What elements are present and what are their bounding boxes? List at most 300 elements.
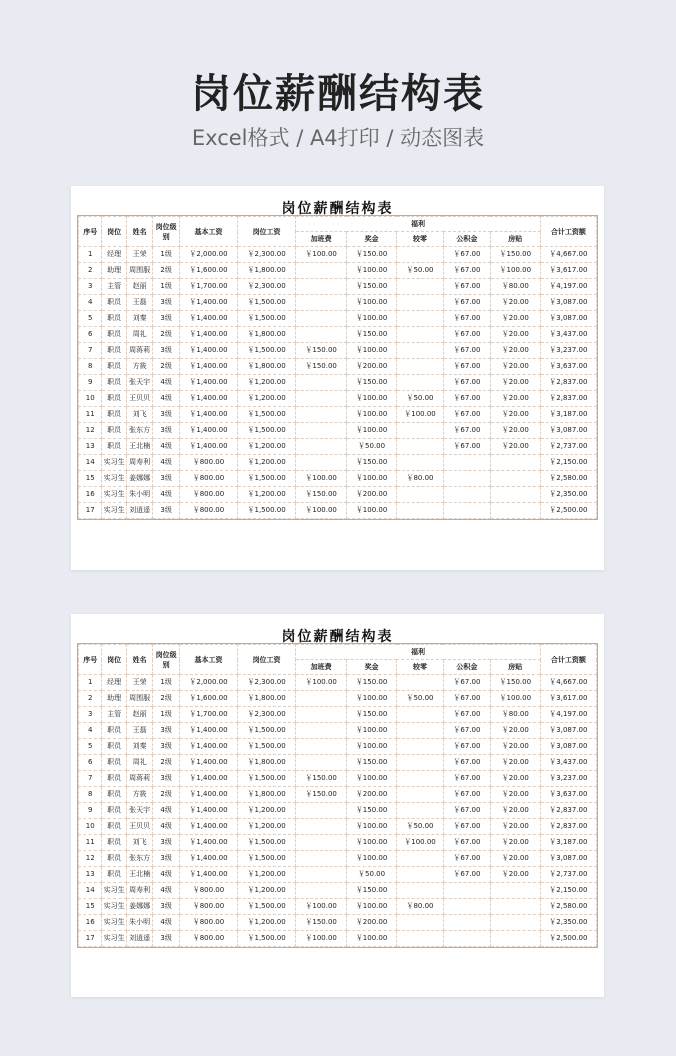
table-cell: 王荣 xyxy=(126,675,153,691)
table-cell: ￥100.00 xyxy=(347,819,397,835)
table-cell: ￥1,400.00 xyxy=(179,803,237,819)
table-cell xyxy=(490,915,540,931)
table-cell: ￥150.00 xyxy=(347,455,397,471)
table-cell xyxy=(397,915,444,931)
table-cell: ￥67.00 xyxy=(443,723,490,739)
table-cell: 1级 xyxy=(153,675,180,691)
table-cell: 3级 xyxy=(153,423,180,439)
table-cell: 2 xyxy=(79,691,102,707)
table-row xyxy=(79,391,597,407)
table-cell: ￥2,737.00 xyxy=(540,439,596,455)
table-cell: 王贝贝 xyxy=(126,391,153,407)
table-cell: 刘秦 xyxy=(126,311,153,327)
table-cell: ￥1,500.00 xyxy=(238,295,296,311)
table-cell: 3级 xyxy=(153,931,180,947)
table-cell: 2级 xyxy=(153,327,180,343)
table-cell: 14 xyxy=(79,455,102,471)
table-cell: 周围服 xyxy=(126,691,153,707)
table-cell xyxy=(443,487,490,503)
table-cell: ￥20.00 xyxy=(490,723,540,739)
table-cell xyxy=(296,391,347,407)
table-cell: 7 xyxy=(79,343,102,359)
table-cell: 姜娜娜 xyxy=(126,899,153,915)
table-cell: 刘逍遥 xyxy=(126,931,153,947)
table-cell: ￥150.00 xyxy=(347,803,397,819)
table-cell: 4 xyxy=(79,723,102,739)
table-row xyxy=(79,915,597,931)
table-cell: ￥2,837.00 xyxy=(540,803,596,819)
table-cell: 2 xyxy=(79,263,102,279)
table-cell: ￥1,400.00 xyxy=(179,327,237,343)
table-cell: ￥20.00 xyxy=(490,311,540,327)
table-cell: ￥100.00 xyxy=(347,691,397,707)
table-cell: ￥50.00 xyxy=(347,867,397,883)
header-allowance: 较零 xyxy=(397,660,444,675)
table-cell: ￥100.00 xyxy=(347,471,397,487)
table-cell: ￥150.00 xyxy=(296,787,347,803)
table-cell: 周寿利 xyxy=(126,883,153,899)
table-cell: ￥1,800.00 xyxy=(238,327,296,343)
table-cell: ￥2,000.00 xyxy=(179,247,237,263)
table-cell: ￥1,500.00 xyxy=(238,407,296,423)
table-cell: ￥20.00 xyxy=(490,407,540,423)
table-cell: ￥67.00 xyxy=(443,407,490,423)
table-cell: ￥1,600.00 xyxy=(179,263,237,279)
table-cell: 10 xyxy=(79,391,102,407)
table-cell: ￥4,667.00 xyxy=(540,247,596,263)
table-cell: 17 xyxy=(79,931,102,947)
table-cell: 实习生 xyxy=(102,915,126,931)
table-cell: ￥150.00 xyxy=(347,279,397,295)
table-cell: ￥1,700.00 xyxy=(179,279,237,295)
table-cell: 3级 xyxy=(153,835,180,851)
table-cell: ￥4,667.00 xyxy=(540,675,596,691)
table-cell: 主管 xyxy=(102,279,126,295)
table-cell: 职员 xyxy=(102,787,126,803)
table-cell: 4级 xyxy=(153,375,180,391)
table-cell: 方筱 xyxy=(126,359,153,375)
table-row xyxy=(79,247,597,263)
table-cell xyxy=(397,755,444,771)
table-cell: 刘飞 xyxy=(126,407,153,423)
table-cell: ￥80.00 xyxy=(397,471,444,487)
table-cell: ￥1,800.00 xyxy=(238,691,296,707)
table-cell: ￥50.00 xyxy=(397,263,444,279)
table-cell: 职员 xyxy=(102,835,126,851)
table-cell: ￥1,200.00 xyxy=(238,375,296,391)
table-row xyxy=(79,455,597,471)
table-cell: ￥3,087.00 xyxy=(540,423,596,439)
table-row xyxy=(79,423,597,439)
table-cell: ￥1,800.00 xyxy=(238,787,296,803)
table-cell xyxy=(443,455,490,471)
table-cell: ￥100.00 xyxy=(296,899,347,915)
table-row xyxy=(79,327,597,343)
table-cell xyxy=(397,279,444,295)
table-row xyxy=(79,263,597,279)
table-cell: ￥1,800.00 xyxy=(238,359,296,375)
table-cell: 姜娜娜 xyxy=(126,471,153,487)
table-cell: 方筱 xyxy=(126,787,153,803)
table-cell: ￥2,000.00 xyxy=(179,675,237,691)
table-cell: ￥20.00 xyxy=(490,359,540,375)
table-cell: ￥100.00 xyxy=(490,691,540,707)
table-cell: ￥1,200.00 xyxy=(238,487,296,503)
table-cell: ￥2,300.00 xyxy=(238,247,296,263)
table-cell: 5 xyxy=(79,739,102,755)
table-cell: ￥150.00 xyxy=(490,247,540,263)
header-bonus: 奖金 xyxy=(347,232,397,247)
table-cell xyxy=(296,407,347,423)
table-cell xyxy=(490,931,540,947)
table-cell: 4 xyxy=(79,295,102,311)
table-cell: 职员 xyxy=(102,851,126,867)
table-row xyxy=(79,311,597,327)
table-cell: ￥67.00 xyxy=(443,707,490,723)
table-cell xyxy=(397,503,444,519)
table-cell xyxy=(296,867,347,883)
table-cell: 3级 xyxy=(153,295,180,311)
table-cell: ￥1,400.00 xyxy=(179,835,237,851)
table-cell: ￥100.00 xyxy=(296,471,347,487)
table-cell: ￥3,087.00 xyxy=(540,851,596,867)
table-cell: ￥67.00 xyxy=(443,675,490,691)
table-cell: ￥150.00 xyxy=(296,915,347,931)
table-cell: ￥150.00 xyxy=(347,247,397,263)
table-cell xyxy=(397,883,444,899)
table-cell: ￥80.00 xyxy=(490,707,540,723)
table-cell: ￥100.00 xyxy=(490,263,540,279)
table-cell: ￥50.00 xyxy=(397,691,444,707)
table-cell: ￥3,437.00 xyxy=(540,327,596,343)
header-welfare: 福利 xyxy=(296,217,541,232)
table-cell: ￥1,400.00 xyxy=(179,407,237,423)
table-cell: 14 xyxy=(79,883,102,899)
table-cell: 11 xyxy=(79,835,102,851)
table-cell: ￥3,187.00 xyxy=(540,407,596,423)
table-cell: ￥100.00 xyxy=(296,675,347,691)
table-cell: 职员 xyxy=(102,867,126,883)
table-cell: 赵丽 xyxy=(126,707,153,723)
table-cell: ￥100.00 xyxy=(296,931,347,947)
table-cell: ￥2,350.00 xyxy=(540,915,596,931)
header-seq: 序号 xyxy=(79,217,102,247)
table-cell: 3级 xyxy=(153,311,180,327)
table-row xyxy=(79,803,597,819)
table-cell: ￥3,087.00 xyxy=(540,739,596,755)
table-cell xyxy=(443,471,490,487)
header-name: 姓名 xyxy=(126,645,153,675)
header-overtime: 加班费 xyxy=(296,660,347,675)
table-cell: ￥200.00 xyxy=(347,787,397,803)
table-cell xyxy=(296,755,347,771)
table-cell xyxy=(490,455,540,471)
table-cell: 3级 xyxy=(153,723,180,739)
table-cell: 实习生 xyxy=(102,471,126,487)
table-cell xyxy=(296,439,347,455)
table-cell: 9 xyxy=(79,375,102,391)
table-cell: 张东方 xyxy=(126,423,153,439)
table-cell: ￥200.00 xyxy=(347,915,397,931)
table-cell: 5 xyxy=(79,311,102,327)
table-cell xyxy=(443,899,490,915)
table-cell xyxy=(490,899,540,915)
table-cell: ￥1,800.00 xyxy=(238,263,296,279)
table-cell: 16 xyxy=(79,915,102,931)
table-cell: ￥67.00 xyxy=(443,343,490,359)
table-cell: ￥67.00 xyxy=(443,691,490,707)
table-cell: ￥3,087.00 xyxy=(540,295,596,311)
table-cell: 实习生 xyxy=(102,455,126,471)
table-cell: ￥200.00 xyxy=(347,487,397,503)
table-cell xyxy=(296,739,347,755)
table-cell: 2级 xyxy=(153,263,180,279)
table-cell: 1 xyxy=(79,247,102,263)
table-cell: ￥3,187.00 xyxy=(540,835,596,851)
table-cell xyxy=(443,503,490,519)
table-cell: ￥3,637.00 xyxy=(540,787,596,803)
table-cell xyxy=(397,295,444,311)
table-cell: ￥67.00 xyxy=(443,787,490,803)
table-cell: ￥1,700.00 xyxy=(179,707,237,723)
table-cell: 张东方 xyxy=(126,851,153,867)
table-cell xyxy=(296,327,347,343)
table-cell: 10 xyxy=(79,819,102,835)
header-base-pay: 基本工资 xyxy=(179,645,237,675)
table-cell xyxy=(490,503,540,519)
table-cell: ￥2,837.00 xyxy=(540,391,596,407)
table-cell: 2级 xyxy=(153,691,180,707)
table-cell xyxy=(397,707,444,723)
table-cell: 王磊 xyxy=(126,723,153,739)
table-cell: 4级 xyxy=(153,883,180,899)
table-cell: ￥20.00 xyxy=(490,327,540,343)
table-cell: ￥100.00 xyxy=(347,851,397,867)
table-cell xyxy=(443,931,490,947)
table-cell: ￥150.00 xyxy=(347,755,397,771)
table-cell: ￥2,150.00 xyxy=(540,455,596,471)
table-cell: ￥100.00 xyxy=(347,835,397,851)
table-cell xyxy=(397,675,444,691)
header-overtime: 加班费 xyxy=(296,232,347,247)
table-cell: 刘飞 xyxy=(126,835,153,851)
table-cell: 职员 xyxy=(102,439,126,455)
table-cell: 王北楠 xyxy=(126,867,153,883)
table-cell: ￥1,400.00 xyxy=(179,359,237,375)
table-cell: ￥3,237.00 xyxy=(540,771,596,787)
table-cell: ￥1,500.00 xyxy=(238,723,296,739)
header-welfare: 福利 xyxy=(296,645,541,660)
table-cell xyxy=(397,723,444,739)
table-row xyxy=(79,359,597,375)
table-row xyxy=(79,471,597,487)
table-cell: ￥20.00 xyxy=(490,835,540,851)
table-cell: ￥800.00 xyxy=(179,487,237,503)
table-cell: ￥1,500.00 xyxy=(238,851,296,867)
table-cell: 3级 xyxy=(153,899,180,915)
table-cell: 赵丽 xyxy=(126,279,153,295)
table-cell: 职员 xyxy=(102,359,126,375)
table-cell: 4级 xyxy=(153,819,180,835)
table-cell: ￥1,200.00 xyxy=(238,455,296,471)
table-cell: ￥100.00 xyxy=(296,503,347,519)
table-cell: ￥2,500.00 xyxy=(540,503,596,519)
table-cell: ￥50.00 xyxy=(347,439,397,455)
page-subtitle: Excel格式 / A4打印 / 动态图表 xyxy=(191,126,485,150)
table-cell: ￥100.00 xyxy=(397,407,444,423)
table-cell xyxy=(296,723,347,739)
table-cell xyxy=(296,883,347,899)
table-cell xyxy=(296,279,347,295)
table-row xyxy=(79,295,597,311)
table-cell: 1级 xyxy=(153,247,180,263)
table-cell: 4级 xyxy=(153,439,180,455)
table-cell: ￥67.00 xyxy=(443,739,490,755)
table-cell: 王北楠 xyxy=(126,439,153,455)
table-cell: ￥67.00 xyxy=(443,423,490,439)
table-cell: 3级 xyxy=(153,771,180,787)
table-cell xyxy=(443,915,490,931)
table-cell: ￥20.00 xyxy=(490,851,540,867)
table-cell: ￥150.00 xyxy=(296,359,347,375)
table-cell xyxy=(296,455,347,471)
table-cell: ￥3,087.00 xyxy=(540,723,596,739)
table-cell: ￥20.00 xyxy=(490,295,540,311)
table-cell: ￥67.00 xyxy=(443,247,490,263)
table-cell: ￥20.00 xyxy=(490,771,540,787)
salary-table xyxy=(78,216,597,519)
table-cell: ￥100.00 xyxy=(347,739,397,755)
table-cell: ￥100.00 xyxy=(347,423,397,439)
table-cell: ￥3,617.00 xyxy=(540,263,596,279)
table-cell: 3 xyxy=(79,707,102,723)
table-cell: ￥20.00 xyxy=(490,755,540,771)
header-allowance: 较零 xyxy=(397,232,444,247)
table-cell xyxy=(296,375,347,391)
table-cell: ￥67.00 xyxy=(443,867,490,883)
table-cell: 职员 xyxy=(102,819,126,835)
table-cell: ￥1,200.00 xyxy=(238,867,296,883)
table-cell: 张天宇 xyxy=(126,803,153,819)
table-cell: ￥150.00 xyxy=(296,771,347,787)
table-row xyxy=(79,931,597,947)
header-post: 岗位 xyxy=(102,217,126,247)
table-cell: ￥100.00 xyxy=(347,723,397,739)
table-cell: ￥67.00 xyxy=(443,295,490,311)
table-cell: 4级 xyxy=(153,915,180,931)
table-cell: 张天宇 xyxy=(126,375,153,391)
table-cell: ￥1,400.00 xyxy=(179,739,237,755)
table-cell: 6 xyxy=(79,327,102,343)
table-cell: 职员 xyxy=(102,295,126,311)
table-cell: 刘逍遥 xyxy=(126,503,153,519)
table-cell: 经理 xyxy=(102,675,126,691)
table-cell xyxy=(443,883,490,899)
header-bonus: 奖金 xyxy=(347,660,397,675)
table-cell: ￥100.00 xyxy=(347,343,397,359)
table-cell: 3级 xyxy=(153,343,180,359)
table-cell: ￥1,500.00 xyxy=(238,931,296,947)
table-cell: 3级 xyxy=(153,503,180,519)
table-cell: ￥100.00 xyxy=(347,311,397,327)
table-cell xyxy=(397,867,444,883)
header-fund: 公积金 xyxy=(443,232,490,247)
table-cell: ￥20.00 xyxy=(490,867,540,883)
header-level: 岗位级别 xyxy=(153,217,180,247)
table-cell: ￥80.00 xyxy=(397,899,444,915)
table-row xyxy=(79,691,597,707)
table-cell: ￥100.00 xyxy=(397,835,444,851)
table-cell: ￥2,580.00 xyxy=(540,471,596,487)
table-cell: ￥1,200.00 xyxy=(238,391,296,407)
table-cell: 3级 xyxy=(153,739,180,755)
table-cell: ￥2,500.00 xyxy=(540,931,596,947)
table-cell xyxy=(397,771,444,787)
table-cell: ￥20.00 xyxy=(490,375,540,391)
table-cell: ￥800.00 xyxy=(179,931,237,947)
table-cell: 刘秦 xyxy=(126,739,153,755)
table-cell: 12 xyxy=(79,851,102,867)
table-cell: ￥1,500.00 xyxy=(238,311,296,327)
table-cell: ￥1,400.00 xyxy=(179,391,237,407)
table-cell: ￥67.00 xyxy=(443,755,490,771)
table-cell: 12 xyxy=(79,423,102,439)
table-cell xyxy=(296,819,347,835)
table-cell: 周礼 xyxy=(126,327,153,343)
table-cell xyxy=(397,739,444,755)
table-cell xyxy=(296,423,347,439)
table-cell xyxy=(397,931,444,947)
table-cell: ￥3,617.00 xyxy=(540,691,596,707)
table-cell: 13 xyxy=(79,867,102,883)
table-row xyxy=(79,851,597,867)
table-cell: ￥150.00 xyxy=(347,675,397,691)
table-cell xyxy=(397,851,444,867)
table-cell: 周蒋莉 xyxy=(126,343,153,359)
table-cell: ￥20.00 xyxy=(490,819,540,835)
table-cell: ￥1,400.00 xyxy=(179,343,237,359)
table-cell: ￥800.00 xyxy=(179,883,237,899)
table-row xyxy=(79,503,597,519)
header-post-pay: 岗位工资 xyxy=(238,645,296,675)
table-cell: 3级 xyxy=(153,471,180,487)
table-cell: 16 xyxy=(79,487,102,503)
table-cell: 4级 xyxy=(153,391,180,407)
table-cell: ￥1,200.00 xyxy=(238,915,296,931)
table-cell: ￥100.00 xyxy=(347,503,397,519)
table-cell: ￥1,500.00 xyxy=(238,771,296,787)
table-cell: ￥3,637.00 xyxy=(540,359,596,375)
header-total: 合计工资额 xyxy=(540,217,596,247)
table-cell: ￥150.00 xyxy=(296,343,347,359)
table-row xyxy=(79,867,597,883)
table-cell xyxy=(296,263,347,279)
table-cell xyxy=(296,311,347,327)
table-cell: ￥1,400.00 xyxy=(179,423,237,439)
table-cell: ￥2,737.00 xyxy=(540,867,596,883)
table-cell: ￥150.00 xyxy=(490,675,540,691)
table-cell: ￥150.00 xyxy=(347,327,397,343)
table-cell: 2级 xyxy=(153,359,180,375)
table-cell xyxy=(397,343,444,359)
table-cell: ￥20.00 xyxy=(490,391,540,407)
table-cell: 职员 xyxy=(102,739,126,755)
table-cell: ￥1,400.00 xyxy=(179,819,237,835)
table-cell xyxy=(397,359,444,375)
table-cell: ￥1,600.00 xyxy=(179,691,237,707)
table-cell: 1级 xyxy=(153,279,180,295)
header-fund: 公积金 xyxy=(443,660,490,675)
